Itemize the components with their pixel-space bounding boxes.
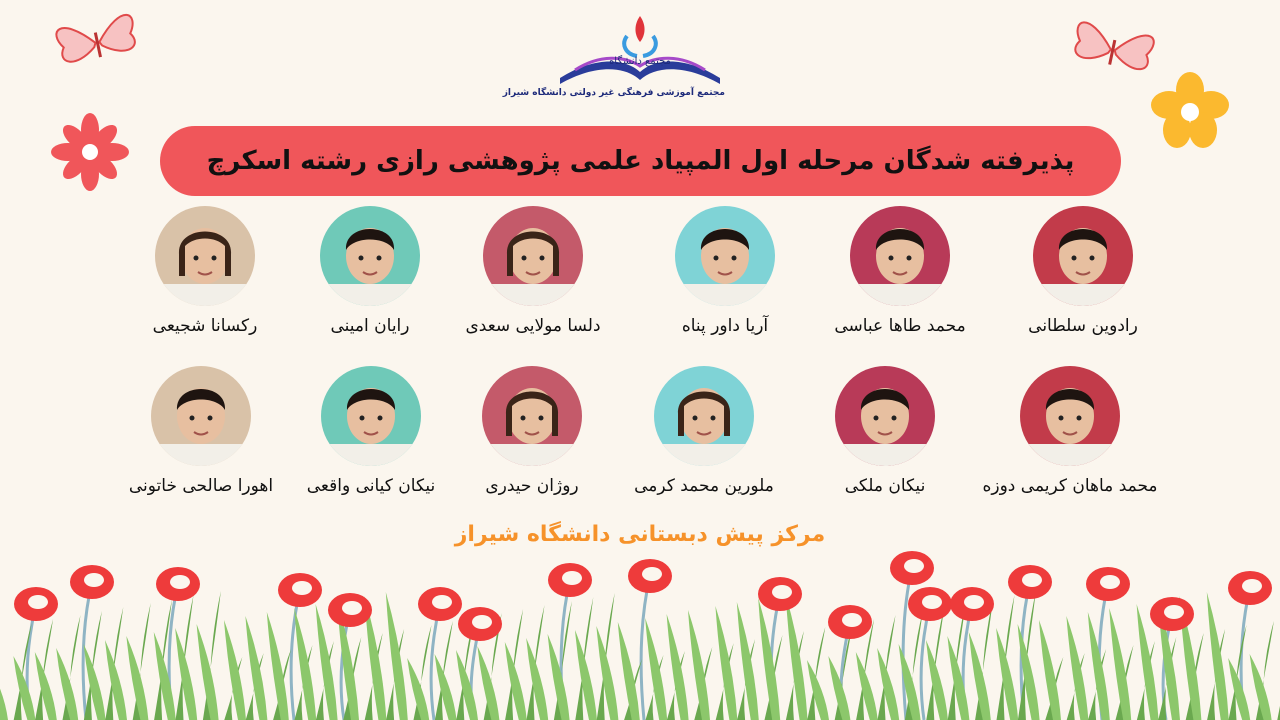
butterfly-icon — [1072, 21, 1155, 72]
student-name: محمد ماهان کریمی دوزه — [982, 476, 1158, 496]
student-name: ملورین محمد کرمی — [634, 476, 774, 496]
school-logo — [502, 6, 725, 106]
student-name: رایان امینی — [330, 316, 410, 336]
student-name: آریا داور پناه — [681, 316, 769, 336]
student-name: روژان حیدری — [485, 476, 579, 496]
student-name: نیکان ملکی — [844, 476, 926, 496]
title-banner — [160, 126, 1121, 196]
student-name: اهورا صالحی خاتونی — [128, 476, 274, 496]
girl-portrait-icon — [654, 366, 754, 466]
boy-portrait-icon — [151, 366, 251, 466]
boy-portrait-icon — [321, 366, 421, 466]
red-flower-icon — [51, 113, 129, 191]
boy-portrait-icon — [320, 206, 420, 306]
poppy-garden-decoration — [0, 548, 1280, 720]
logo-caption: مجتمع آموزشی فرهنگی غیر دولتی دانشگاه شیراز — [502, 88, 725, 98]
page-title: پذیرفته شدگان مرحله اول المپیاد علمی پژوهشی رازی رشته اسکرچ — [206, 146, 1075, 176]
yellow-flower-icon — [1151, 72, 1229, 148]
boy-portrait-icon — [675, 206, 775, 306]
student-name: رادوین سلطانی — [1028, 316, 1138, 336]
boy-portrait-icon — [1033, 206, 1133, 306]
student-name: دلسا مولایی سعدی — [465, 316, 601, 336]
boy-portrait-icon — [850, 206, 950, 306]
student-name: نیکان کیانی واقعی — [306, 476, 436, 496]
boy-portrait-icon — [1020, 366, 1120, 466]
footer-title: مرکز پیش دبستانی دانشگاه شیراز — [454, 522, 826, 547]
boy-portrait-icon — [835, 366, 935, 466]
girl-portrait-icon — [483, 206, 583, 306]
student-name: رکسانا شجیعی — [152, 316, 258, 336]
girl-portrait-icon — [482, 366, 582, 466]
butterfly-icon — [55, 14, 138, 65]
logo-text: مجتمع دانشگاه — [609, 56, 671, 67]
girl-portrait-icon — [155, 206, 255, 306]
book-logo-icon — [555, 6, 725, 88]
student-name: محمد طاها عباسی — [834, 316, 966, 336]
